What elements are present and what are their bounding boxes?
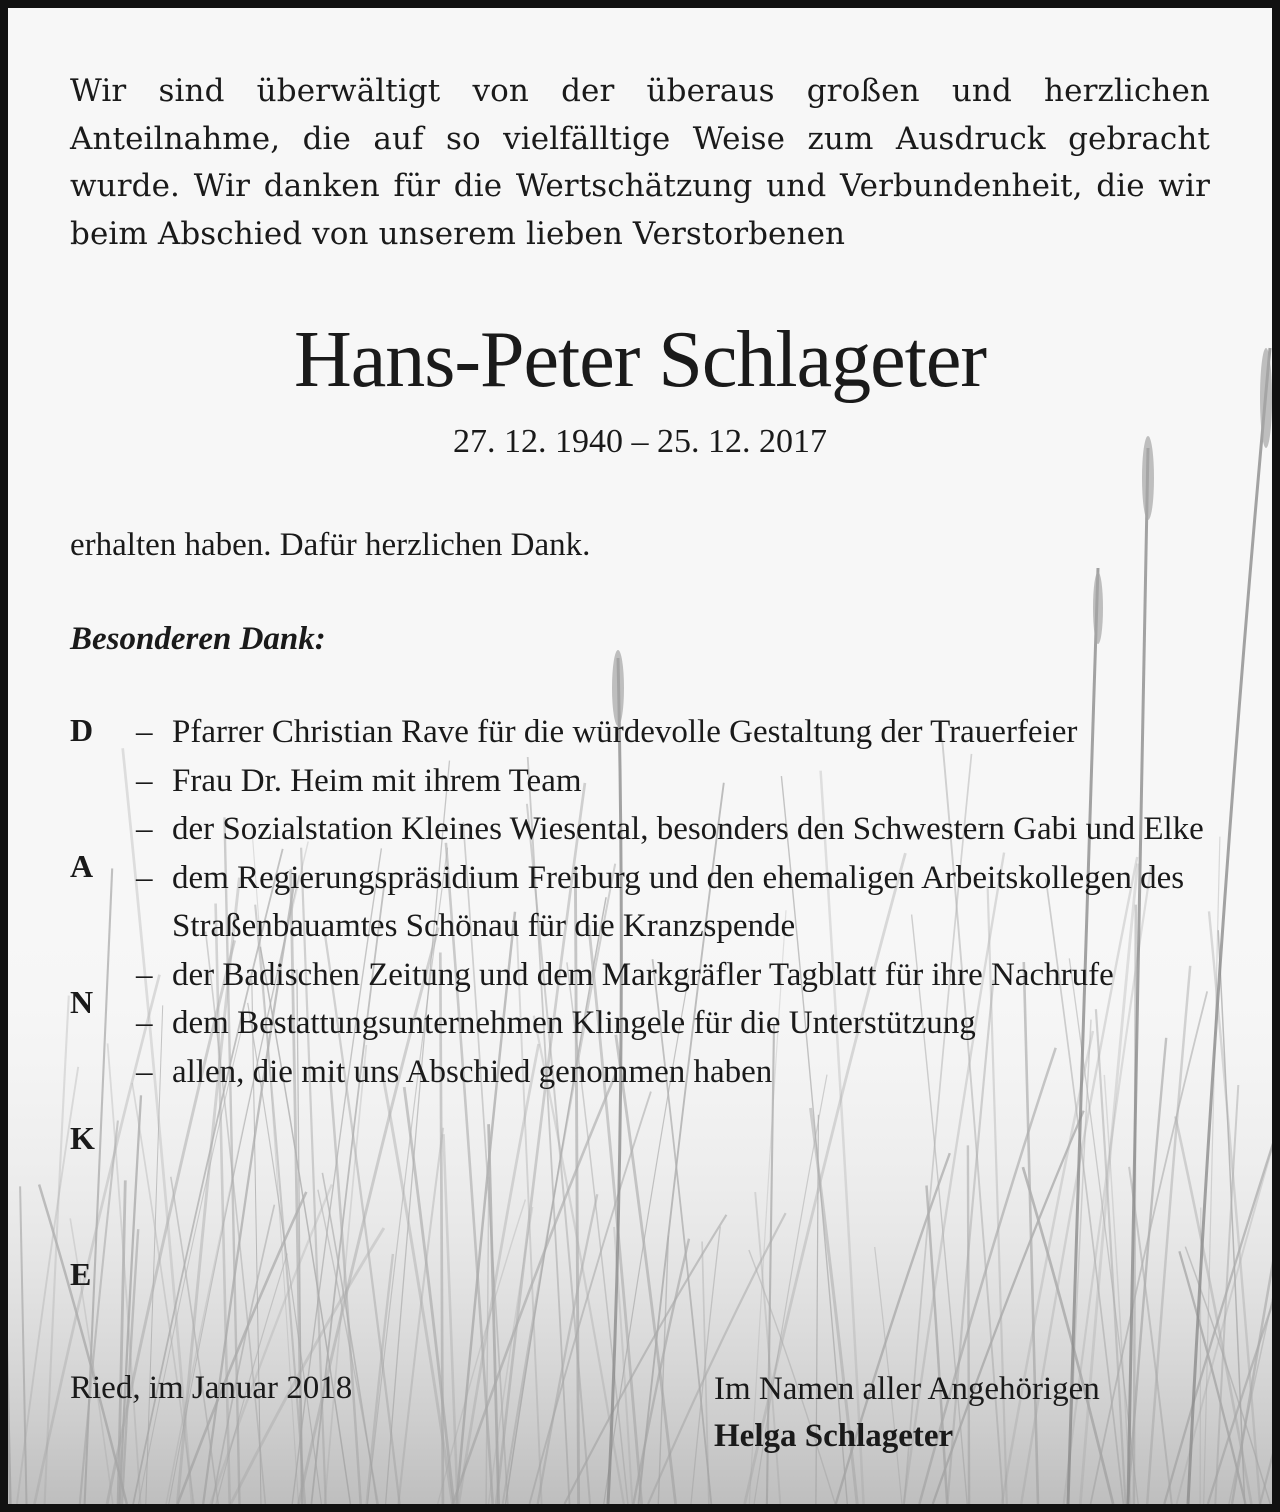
dash: – <box>136 1005 153 1041</box>
list-item-text: dem Regierungspräsidium Freiburg und den ehemaligen Arbeitskollegen des Straßenbauamtes Schönau für die Kranzspende <box>172 859 1185 944</box>
dank-letter: K <box>70 1120 95 1156</box>
list-item-text: allen, die mit uns Abschied genommen haben <box>172 1053 773 1090</box>
life-dates: 27. 12. 1940 – 25. 12. 2017 <box>453 423 827 460</box>
list-item-text: der Badischen Zeitung und dem Markgräfler Tagblatt für ihre Nachrufe <box>172 956 1114 993</box>
dash: – <box>136 859 153 896</box>
dank-letter: E <box>70 1256 92 1292</box>
dash: – <box>136 714 153 750</box>
signer-name: Helga Schlageter <box>714 1418 954 1454</box>
thanks-list <box>136 708 1221 1096</box>
list-item <box>136 999 1221 1048</box>
deceased-name: Hans-Peter Schlageter <box>293 316 987 404</box>
dash: – <box>136 956 153 993</box>
list-item <box>136 708 1221 757</box>
intro-text: Wir sind überwältigt von der überaus großen und herzlichen Anteilnahme, die auf so vielfälltige Weise zum Ausdruck gebracht wurde. Wir danken für die Wertschätzung und Verbundenheit, die wir beim Abschied von unserem lieben Verstorbenen <box>70 73 1210 252</box>
list-item-text: Pfarrer Christian Rave für die würdevolle Gestaltung der Trauerfeier <box>172 714 1078 750</box>
list-item <box>136 757 1221 806</box>
place-and-date: Ried, im Januar 2018 <box>70 1370 353 1406</box>
dash: – <box>136 762 153 799</box>
list-item <box>136 951 1221 1000</box>
list-item <box>136 1048 1221 1097</box>
dash: – <box>136 1053 153 1090</box>
list-item-text: dem Bestattungsunternehmen Klingele für die Unterstützung <box>172 1005 976 1041</box>
signature-block <box>714 1366 1214 1460</box>
special-thanks-heading: Besonderen Dank: <box>70 621 326 657</box>
on-behalf-text: Im Namen aller Angehörigen <box>714 1371 1100 1407</box>
dank-letter: D <box>70 712 94 748</box>
dank-letter: A <box>70 848 94 884</box>
thanks-text: erhalten haben. Dafür herzlichen Dank. <box>70 527 591 563</box>
dash: – <box>136 811 153 847</box>
list-item <box>136 805 1221 854</box>
card-content <box>8 8 1272 1504</box>
dank-letter: N <box>70 984 94 1020</box>
list-item <box>136 854 1221 951</box>
list-item-text: der Sozialstation Kleines Wiesental, besonders den Schwestern Gabi und Elke <box>172 811 1204 847</box>
list-item-text: Frau Dr. Heim mit ihrem Team <box>172 762 582 799</box>
